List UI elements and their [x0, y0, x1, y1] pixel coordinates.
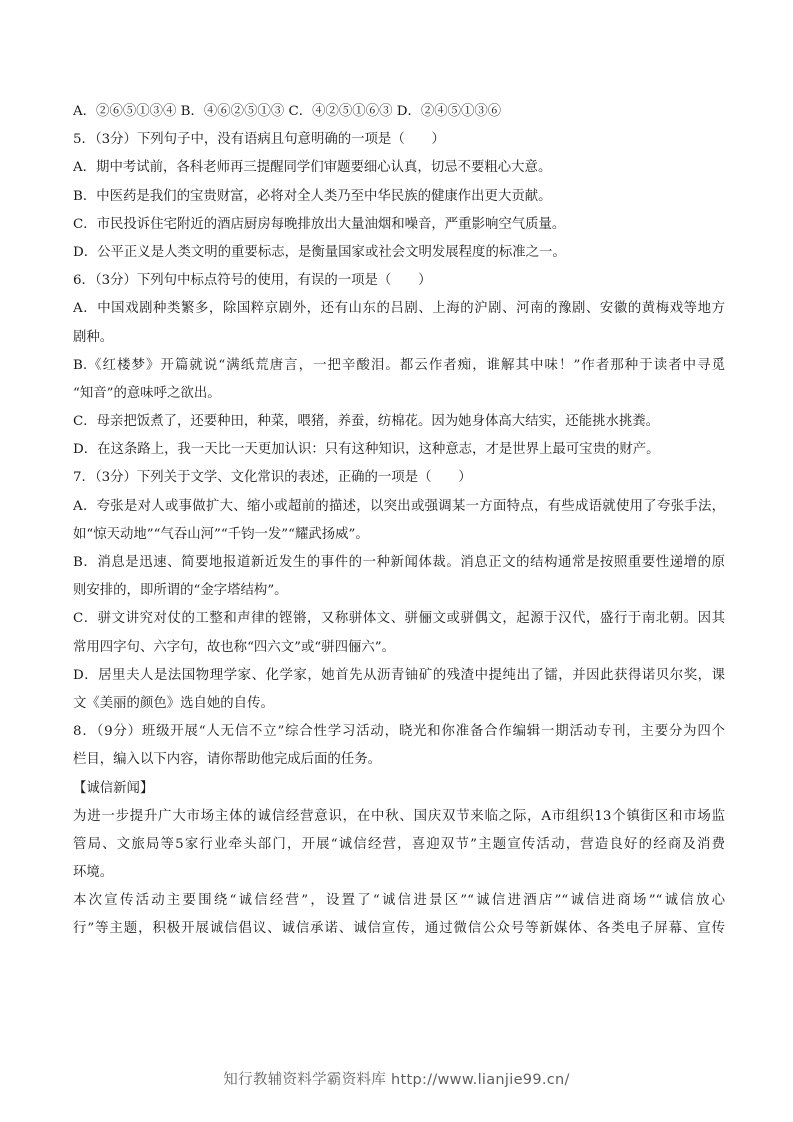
text-line: 行”等主题，积极开展诚信倡议、诚信承诺、诚信宣传，通过微信公众号等新媒体、各类电子屏幕、宣传 — [73, 921, 725, 937]
text-line: A．期中考试前，各科老师再三提醒同学们审题要细心认真，切忌不要粗心大意。 — [73, 160, 552, 176]
text-line: B．中医药是我们的宝贵财富，必将对全人类乃至中华民族的健康作出更大贡献。 — [73, 188, 552, 204]
text-line: A．中国戏剧种类繁多，除国粹京剧外，还有山东的吕剧、上海的沪剧、河南的豫剧、安徽的黄梅戏等地方 — [73, 301, 725, 317]
footer-watermark: 知行教辅资料学霸资料库 http://www.lianjie99.cn/ — [223, 1072, 570, 1088]
text-line: B．消息是迅速、简要地报道新近发生的事件的一种新闻体裁。消息正文的结构通常是按照重要性递增的原 — [73, 555, 725, 570]
text-line: 7．（3分）下列关于文学、文化常识的表述，正确的一项是（ ） — [73, 470, 472, 486]
text-line: A．夸张是对人或事做扩大、缩小或超前的描述，以突出或强调某一方面特点，有些成语就使用了夸张手法， — [73, 498, 725, 514]
text-line: 如“惊天动地”“气吞山河”“千钧一发”“耀武扬威”。 — [73, 526, 369, 542]
text-line: B.《红楼梦》开篇就说“满纸荒唐言，一把辛酸泪。都云作者痴，谁解其中味！”作者那种于读者中寻觅 — [73, 357, 725, 373]
text-line: C．市民投诉住宅附近的酒店厨房每晚排放出大量油烟和噪音，严重影响空气质量。 — [73, 216, 566, 232]
text-line: 为进一步提升广大市场主体的诚信经营意识，在中秋、国庆双节来临之际，A市组织13个镇街区和市场监 — [73, 808, 725, 824]
text-line: 管局、文旅局等5家行业牵头部门，开展“诚信经营，喜迎双节”主题宣传活动，营造良好的经商及消费 — [73, 836, 725, 852]
text-line: 8．（9分）班级开展“人无信不立”综合性学习活动，晓光和你准备合作编辑一期活动专刊，主要分为四个 — [73, 724, 725, 740]
text-line: 常用四字句、六字句，故也称“四六文”或“骈四俪六”。 — [73, 639, 395, 655]
text-line: 本次宣传活动主要围绕“诚信经营”，设置了“诚信进景区”“诚信进酒店”“诚信进商场”“诚信放心 — [73, 893, 725, 909]
text-line: 5．（3分）下列句子中，没有语病且句意明确的一项是（ ） — [73, 132, 445, 148]
text-line: D．在这条路上，我一天比一天更加认识：只有这种知识，这种意志，才是世界上最可宝贵的财产。 — [73, 442, 660, 458]
text-line: 6．（3分）下列句中标点符号的使用，有误的一项是（ ） — [73, 273, 432, 289]
text-line: 剧种。 — [73, 329, 114, 345]
document-body — [73, 98, 725, 944]
text-line: 文《美丽的颜色》选自她的自传。 — [73, 695, 274, 711]
text-line: C．骈文讲究对仗的工整和声律的铿锵，又称骈体文、骈俪文或骈偶文，起源于汉代，盛行于南北朝。因其 — [73, 611, 725, 627]
text-line: D．公平正义是人类文明的重要标志，是衡量国家或社会文明发展程度的标准之一。 — [73, 244, 566, 260]
text-line: 栏目，编入以下内容，请你帮助他完成后面的任务。 — [73, 752, 381, 768]
text-line: 环境。 — [73, 865, 114, 881]
text-line: 则安排的，即所谓的“金字塔结构”。 — [73, 583, 288, 599]
text-line: D．居里夫人是法国物理学家、化学家，她首先从沥青铀矿的残渣中提纯出了镭，并因此获得诺贝尔奖，课 — [73, 667, 725, 683]
text-line: “知音”的意味呼之欲出。 — [73, 385, 221, 401]
text-line: C．母亲把饭煮了，还要种田，种菜，喂猪，养蚕，纺棉花。因为她身体高大结实，还能挑水挑粪。 — [73, 414, 660, 430]
text-line: 【诚信新闻】 — [73, 780, 154, 796]
text-line: A．②⑥⑤①③④ B．④⑥②⑤①③ C．④②⑤①⑥③ D．②④⑤①③⑥ — [73, 104, 502, 119]
